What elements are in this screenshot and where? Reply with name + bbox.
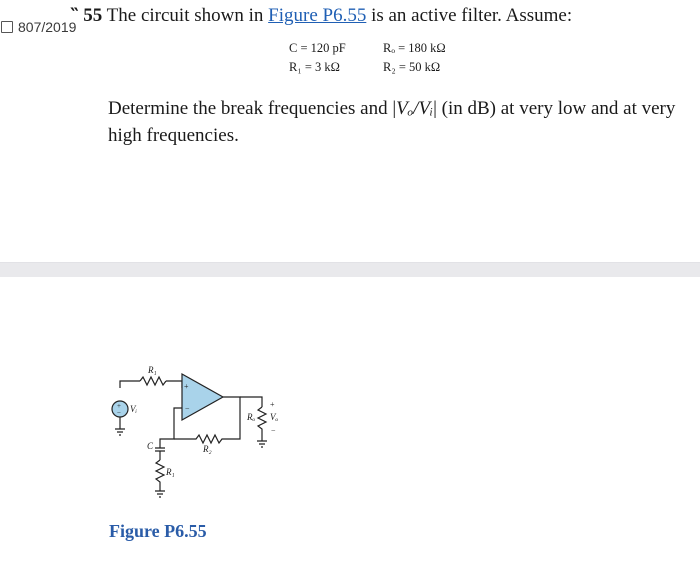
problem-heading — [70, 4, 572, 27]
problem-panel — [0, 0, 700, 262]
label-vi: Vᵢ — [130, 404, 137, 414]
circuit-diagram — [0, 277, 700, 517]
calendar-icon — [1, 21, 13, 33]
label-source-minus: − — [117, 409, 121, 417]
opamp-icon — [182, 374, 223, 420]
param-c: C = 120 pF — [289, 41, 346, 55]
params-left — [289, 39, 346, 77]
problem-intro: The circuit shown in — [106, 5, 264, 26]
param-r1: R₁ = 3 kΩ — [289, 60, 340, 74]
date-text: 807/2019 — [18, 19, 77, 35]
label-c: C — [147, 441, 154, 451]
resistor-r1-top — [140, 377, 166, 385]
ground-icon-bottom — [155, 491, 165, 497]
resistor-r1-bottom — [156, 460, 164, 491]
problem-intro-end: is an active filter. Assume: — [371, 5, 573, 26]
ground-icon-source — [115, 429, 125, 435]
question-before: Determine the break frequencies and | — [108, 98, 397, 119]
label-minus-output: − — [271, 426, 276, 435]
figure-panel — [0, 277, 700, 561]
resistor-ro — [258, 407, 266, 441]
date-badge — [0, 19, 76, 35]
question-after: | (in dB) at very low and at very high frequencies. — [108, 98, 676, 146]
wire-minus-input — [160, 408, 182, 448]
label-source-plus: + — [117, 402, 121, 410]
voltage-ratio: Vₒ/Vᵢ — [396, 98, 434, 119]
ground-icon-output — [257, 441, 267, 447]
problem-number: ‶ 55 — [70, 5, 103, 26]
figure-caption: Figure P6.55 — [109, 521, 207, 541]
label-r1-top: R₁ — [148, 365, 157, 375]
label-plus-input: + — [184, 382, 189, 391]
figure-link[interactable]: Figure P6.55 — [268, 5, 367, 26]
section-divider — [0, 262, 700, 278]
label-r1-bottom: R₁ — [166, 467, 175, 477]
label-plus-output: + — [270, 400, 275, 409]
param-ro: Rₒ = 180 kΩ — [383, 41, 446, 55]
label-minus-input: − — [185, 404, 190, 413]
params-right — [383, 39, 446, 77]
label-vo: Vₒ — [270, 412, 279, 422]
question-text — [108, 95, 683, 149]
label-ro: Rₒ — [247, 412, 256, 422]
wire-r1-to-plus — [166, 381, 182, 388]
capacitor-c — [155, 448, 165, 451]
label-r2: R₂ — [203, 444, 212, 454]
wire-output — [240, 397, 262, 407]
wire-source-top — [120, 381, 140, 388]
param-r2: R₂ = 50 kΩ — [383, 60, 441, 74]
